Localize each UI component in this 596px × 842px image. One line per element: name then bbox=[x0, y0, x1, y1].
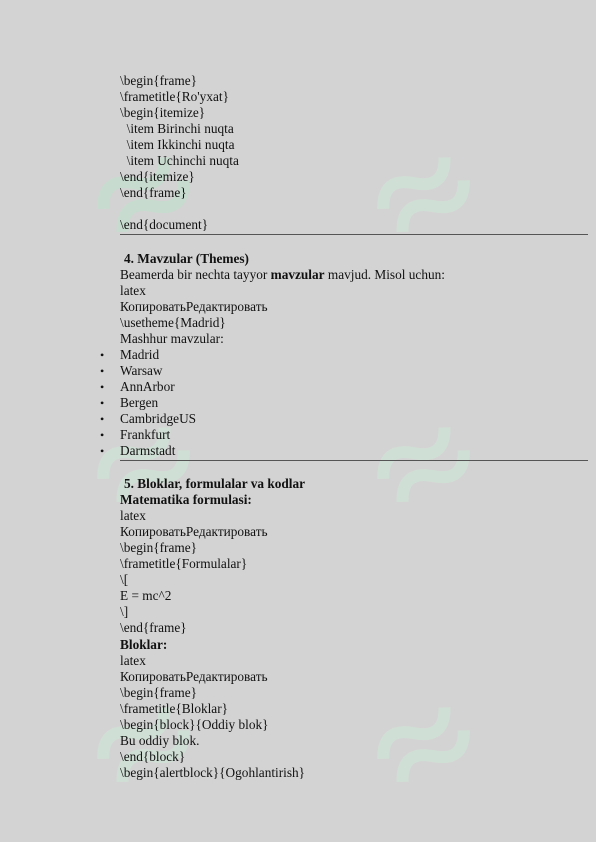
list-item: Bergen bbox=[120, 395, 159, 410]
section-divider bbox=[120, 234, 588, 235]
code-line: \end{frame} bbox=[120, 620, 187, 635]
code-line: \] bbox=[120, 604, 129, 619]
code-lang-label: latex bbox=[120, 508, 146, 523]
list-item: Madrid bbox=[120, 347, 160, 362]
bullet-icon: • bbox=[100, 364, 105, 378]
code-line: \begin{block}{Oddiy blok} bbox=[120, 717, 269, 732]
code-line: \end{frame} bbox=[120, 185, 187, 200]
code-line: \begin{frame} bbox=[120, 540, 198, 555]
bullet-icon: • bbox=[100, 396, 105, 410]
watermark-logo bbox=[360, 110, 510, 260]
bullet-icon: • bbox=[100, 412, 105, 426]
watermark-logo bbox=[360, 660, 510, 810]
bullet-icon: • bbox=[100, 444, 105, 458]
code-line: \frametitle{Ro'yxat} bbox=[120, 89, 229, 104]
code-line: \begin{frame} bbox=[120, 73, 198, 88]
code-line: \end{document} bbox=[120, 217, 209, 232]
paragraph-text: mavjud. Misol uchun: bbox=[324, 267, 445, 282]
section-divider bbox=[120, 460, 588, 461]
paragraph-text: Beamerda bir nechta tayyor bbox=[120, 267, 271, 282]
list-item: AnnArbor bbox=[120, 379, 175, 394]
subheading: Bloklar: bbox=[120, 637, 168, 652]
section-heading: 4. Mavzular (Themes) bbox=[124, 251, 249, 266]
list-item: Darmstadt bbox=[120, 443, 176, 458]
code-lang-label: latex bbox=[120, 283, 146, 298]
code-line: \[ bbox=[120, 572, 129, 587]
subheading: Matematika formulasi: bbox=[120, 492, 252, 507]
copy-edit-label[interactable]: КопироватьРедактировать bbox=[120, 524, 268, 539]
bullet-icon: • bbox=[100, 348, 105, 362]
code-line: Bu oddiy blok. bbox=[120, 733, 200, 748]
code-line: \begin{alertblock}{Ogohlantirish} bbox=[120, 765, 306, 780]
code-line: \end{block} bbox=[120, 749, 186, 764]
list-item: Warsaw bbox=[120, 363, 163, 378]
bullet-icon: • bbox=[100, 428, 105, 442]
code-line: \usetheme{Madrid} bbox=[120, 315, 226, 330]
list-item: Frankfurt bbox=[120, 427, 171, 442]
watermark-logo bbox=[360, 380, 510, 530]
code-lang-label: latex bbox=[120, 653, 146, 668]
code-line: E = mc^2 bbox=[120, 588, 172, 603]
code-line: \end{itemize} bbox=[120, 169, 195, 184]
paragraph: Mashhur mavzular: bbox=[120, 331, 224, 346]
code-line: \item Ikkinchi nuqta bbox=[120, 137, 235, 152]
code-line: \frametitle{Formulalar} bbox=[120, 556, 248, 571]
code-line: \begin{frame} bbox=[120, 685, 198, 700]
bullet-icon: • bbox=[100, 380, 105, 394]
code-line: \frametitle{Bloklar} bbox=[120, 701, 229, 716]
code-line: \begin{itemize} bbox=[120, 105, 206, 120]
section-heading: 5. Bloklar, formulalar va kodlar bbox=[124, 476, 306, 491]
code-line: \item Birinchi nuqta bbox=[120, 121, 234, 136]
code-line: \item Uchinchi nuqta bbox=[120, 153, 239, 168]
paragraph bbox=[120, 267, 445, 283]
copy-edit-label[interactable]: КопироватьРедактировать bbox=[120, 669, 268, 684]
list-item: CambridgeUS bbox=[120, 411, 197, 426]
paragraph-bold: mavzular bbox=[270, 267, 325, 282]
copy-edit-label[interactable]: КопироватьРедактировать bbox=[120, 299, 268, 314]
